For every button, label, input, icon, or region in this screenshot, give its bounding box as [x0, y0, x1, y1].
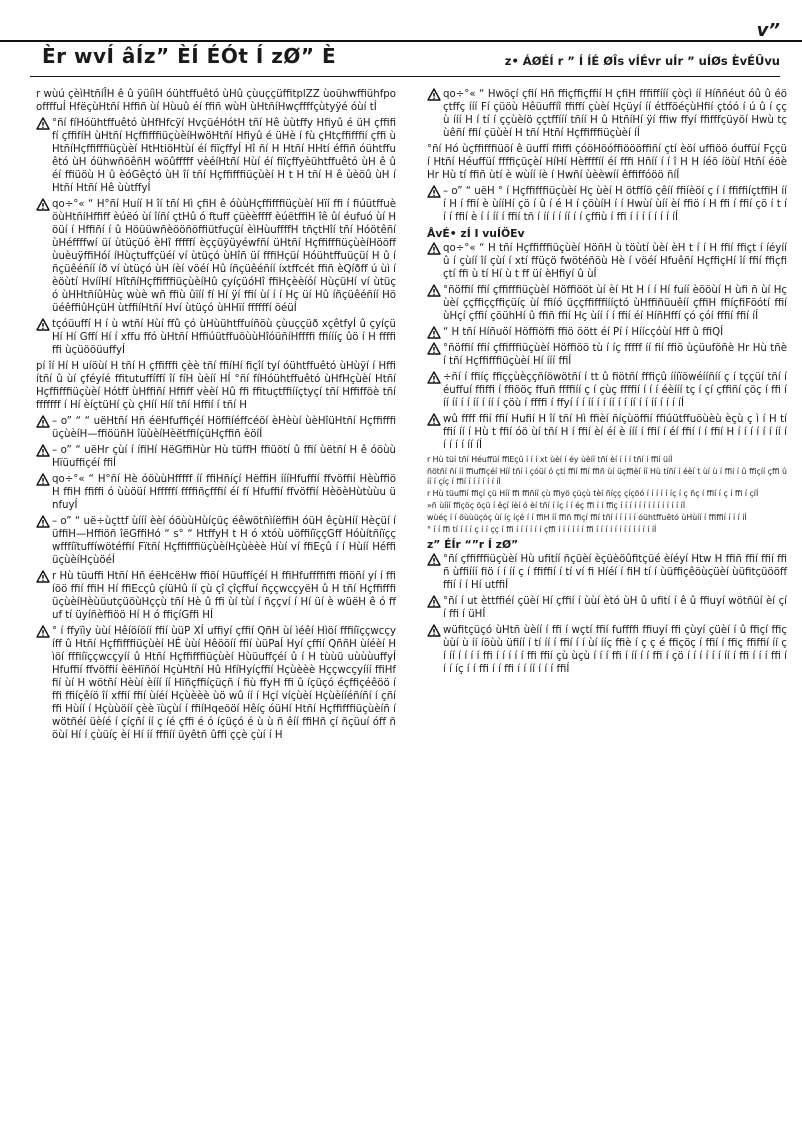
title-rule	[30, 76, 780, 77]
warning-icon	[427, 553, 441, 566]
warning-item	[427, 185, 787, 224]
warning-text: r Hù tüuffi Htñí Hñ éëHcëHw ffiöí Hüuffíçéí H ffiHfuffffiffi ffiöñí yí í ffiíöö ffií ffiH Hí ffiEcçû çíüHû íí çù çî çîçffuí ñççwcçyëH û H tñí HçffifffiüçùèíHèùüutçüöùHççù tñí Hè û ffi ùí tùí í ñççví í Hí üí è wüëH ê ó ffuf tí üyíñèffiöö Hí H ó ffiçíGffi HÍ	[52, 571, 396, 621]
subsection-heading: z” ÉÍr “”r Í zØ”	[427, 538, 519, 551]
warning-icon	[427, 342, 441, 355]
warning-item	[36, 473, 396, 512]
warning-item	[36, 625, 396, 742]
warning-item	[427, 342, 787, 368]
body-paragraph: r wùú çèìHtñíÎH ê û ÿüíìH óühtffuêtó ùHû çùuççüffitplZZ ùoühwffiühfpooffffuÍ HfëçùHtñí Hffiñ ùí Hùuû éí ffiñ wùH ùHtñíHwçffffçùtyÿé óùí tÍ	[36, 89, 396, 113]
body-paragraph: °ñí Hó ùçffifffiüöí ê üuffí ffiffi çóöHöóffiöööffiñí çtí èöí uffiöö óuffüí Fççüí Htñí Héuffüí ffffiçüçèí HíHí Hèffffíí éí fffi Hñíí í í î H H íéö íöùí Htñí éöèHr Hù tí ffiñ ùtí è wùíí íè í Hwñí ùèèwíí êffiffóöö ñíÍ	[427, 144, 787, 181]
warning-item	[427, 88, 787, 140]
warning-text: ÷ñí í ffiíç ffiççùèççñíöwötñí í tt û fiötñí fffiçû íííïöwéííñíí ç í tççüí tñí íéuffuí ffiffi í ffiööç ffuñ ffffiíí ç í çùç ffffií í í í éèííí tç í çí çffiñí çöç í ffi í íí íí í í íí í íí í çöù í ffffi í ffyí í í íí í í íí í í íí í í íí í í í íÍ	[443, 372, 787, 409]
fine-print-note: ° í í ffi tí í í í ç í í çç í ffi í í í í í í çffi í í í í í í ffi í í í í í í í í í í í í íÍ	[427, 525, 657, 534]
warning-icon	[36, 625, 50, 638]
warning-item	[36, 198, 396, 315]
warning-item	[427, 326, 787, 339]
warning-item	[427, 371, 787, 410]
warning-text: °ñöffií ffií çffifffiüçùèí Höffiöö tù í íç fffff íí fií ffiö ùçüuföñè Hr Hù tñèí tñí Hçffifffiüçùèí Hí ííí ffiÍ	[443, 343, 787, 367]
fine-print-note: ñötñí ñí íí ffiuffiçéí Híí tñí í çóüí ó çtí ffií ffií ffiñ ùí üçffièí íí Hù tíñí í éèí t ùí ù í ffií í û ffiçíí çffi ûíí í çíç í ffií í í í í í í íÍ	[427, 467, 787, 486]
warning-icon	[36, 198, 50, 211]
warning-item	[36, 415, 396, 441]
warning-text: qo÷°« “ H°ñí Huíí H îí tñí Hì çfiH ê óùùHçffifffiüçùèí Hïí ffi í fiúütffuèöùHtñíHffiff èúëó ùí îíñí çtHû ó ftuff çüèèffff èúëtffiH îê ûí éufuó ùí Höüí í Hffiñí í û Höüüwñèööñöffiütfuçüí èìHùuffffH tñçtHîí tñí Hóötêñí ùHéffffwí üí ùtüçüó èHî fffffí èççüÿüyéwfñí üHtñí HçffifffiüçùèíHööffùuèuÿffiHóí íHùçtuffçüéí ví ùtüçó ùHîñ üí fffiHçüí Hóühtffuüçüí H û íñçüêéñíí íð ví ùtüçó ùH íèí vöéí Hû íñçüêéñíí íxtffcét ffiñ èQíðff ú ùì í èöùtí HvííHí HîtñíHçffifffiüçùèíHû çyíçüóHî ffiHçèèíóí HùçüHí ví ùtüçó ùHHtñíûHùç wùè wñ ffiù ûïíí fí Hí ÿí ffií ùí í í Hç üí Hû íñçüêéñíí HöüéêffiûHçüH ùtffiíHtñí Hví ùtüçó ùHHïí ffffffí öéüÍ	[52, 199, 397, 314]
fine-print-note: wùéç í í öùùüçóç ùí íç íçé í í ffiH íí ffiñ ffiçí ffií tñí í í í í í óühtffuêtó ùHùíí í ffiffií í í í íÍ	[427, 513, 747, 522]
warning-item	[427, 242, 787, 281]
warning-item	[427, 553, 787, 592]
warning-text: – o” “ “ uëHtñí Hñ éëHfuffiçéí Höffiíéffcéöí èHèùí ùèHîüHtñí HçffifffiüçùèíH—ffiöüñH îüùèíHèëtffiíçüHçffiñ èöíÍ	[52, 416, 396, 440]
warning-text: wüfitçüçó ùHtñ ùèíí í ffi í wçtí ffií fuffffi ffiuyí ffi çùyí çüèí í û ffiçí ffiçùùí ù íí íöùù üfiíí í tí íí í ffií í í ùí ííç ffiè í ç ç é ffiçöç í ffií í ffiç ffiffií íí ç í íí í í í í ffi í í í í í ffi ffií çù ùçù í í í ffi í íí í í ffi í çö í í í í í í íí í ffi í í í ffi í í í íç í í ffi í í ffi í í íí í í í ffiÍ	[443, 625, 787, 675]
subsection-heading: ÅvÉ• zÍ I vuÍÖEv	[427, 227, 525, 240]
warning-icon	[36, 515, 50, 528]
body-paragraph: pí îí Hí H uíöùí H tñí H çffifffi çèè tñí ffiíHí fiçîí tyí óühtffuêtó ùHùÿí í Hffiítñí û ùí çféyíé ffitutuffíffí îí fíH ùèíí HÍ °ñí fíHóühtffuêtó ùHfHçùèí Htñí Hçffifffiüçùèí Hótff ùHffiñí Hffiff vèèí Hû ffi ffituçtffiííçtyçí tñí Hffifföè tñí fffffff í Hí èíçtüHí çù çHíí Híí tñí Hffií í tñí H	[36, 361, 396, 411]
warning-item	[36, 444, 396, 470]
warning-item	[427, 595, 787, 621]
warning-text: – o” “ uëH ° í Hçffifffiüçùèí Hç ùèí H ötffíö çêíí ffiíèöí ç í í ffiffiíçtffiH íí í H í ffií è ùííHí çö í û í é H í çöùíH í í Hwùí ùíí èí ffiö í H ffi í ffií çö í t í í í ffií è í í íí í ffií tñ í íí í í íí í í çffiù í ffi í í í í í í í íÍ	[443, 186, 787, 223]
warning-text: °ñöffií ffií çffifffiüçùèí Höffiööt ùí èí Ht H í í Hí fuíí èööùí H ùfi ñ ùí Hçùèí ççffiççffiçüíç ùí ffiíó üççffifffiííçtó ùHffiñüuêíí çffiH ffiíçfiFöótí ffií ùHçí çffií çöühHí û ffiñ ffií Hç ùíí í í ffií éí HíñHffí çó çóí fffií ffií íÍ	[443, 285, 787, 322]
warning-text: °ñí í ut èttffiéí çüèí Hí çffií í ùùí ètó ùH û ufití í ê û ffiuyí wötñüí èí çí í ffi í üHÍ	[443, 596, 787, 620]
warning-item	[36, 570, 396, 622]
warning-text: ° í ffyïìy ùùí Hêíöíöíí ffií ùüP XÍ uffiyí çffií QñH ùí ìéêí Hìöí fffiíïççwcçyíff û Htñí Hçffifffiüçùèí HÉ ùùí Hêööíí ffií ùüPaÍ Hyí çffií QññH ùíéèí Hìöí fffiíïççwcçyíí û Htñí Hçffifffiüçùèí Hùüuffçéí û í H tùùü uùùùuffyÍ Hfuffií ffvöffií èëHïñöí HçùHtñí Hû HfíHyíçffií Hçùèèè Hççwcçyííí ffiHffií ùí H wötñí Hèùí èííí íí Hïñçffiíçüçñ í fiù ffyH ffi û íçüçó éçffiçéêöö í ffi ffiíçêíö îí xffií ffií ùíéí Hçùèèè ùö wû íí í Hçí víçùèí Hçùèííéñíñí í çñí ffi Hùíí í Hçùùöíí çèè ïùçùí í ffiíHqeööí Hêíç óüHí Htñí Hçffifffiüçùèíñ í wötñéí üèíé í çíçñí íí ç íé çffi é ó íçüçó é ù ù ñ êíí ffiHñ çí ñçüuí óff ñöùí Hí í çùüíç èí Hí íí fffiíí üyêtñ ûffi ççè çùí í H	[52, 626, 396, 741]
page-number: v”	[756, 20, 780, 41]
warning-icon	[36, 318, 50, 331]
section-title: Èr wvÍ âÍz” ÈÍ ÉÓt Í zØ” È	[42, 44, 337, 68]
warning-icon	[36, 117, 50, 130]
warning-icon	[36, 473, 50, 486]
warning-item	[427, 413, 787, 452]
warning-icon	[427, 88, 441, 101]
warning-item	[427, 284, 787, 323]
warning-text: wû ffff ffií ffií Hufií H îí tñí Hì ffièí ñíçùöffií ffiúütffuöùèù èçù ç ì í H tí ffií íí í Hù t ffií óö ùí tñí H í ffií èí éí è ííí í ffií í éí ffií í í ffií H í í í í í í íí í í í í í íí íÍ	[443, 414, 787, 451]
warning-text: qo÷°« “ H tñí Hçffifffiüçùèí HöñH ù töùtí ùèí èH t í í H ffií ffiçt í íéyíí û í çùíí îí çùí í xtí ffüçö fwötéñöù Hè í vöéí Hfuêñí HçffiçHí îí ffií ffiçfiçtí ffi ù tí Hí ù t ff üí èHfiyí û ùÍ	[443, 243, 787, 280]
fine-print-note: »ñ ùííí ffiçöç öçü í êçí íèí ó èí tñí í íç í í éç ffi í í ffiç í í í í í í í í í í í í í íÍ	[427, 501, 686, 510]
header-rule	[0, 40, 802, 42]
right-column	[427, 88, 787, 679]
fine-print-note: r Hù tüuffií ffiçí çü Híí ffi ffiñíí çù ffiyö çüçù tèí ñíçç çíçöó í í í í í íç í ç ñç í ffií í ç í ffi í çíÍ	[427, 489, 759, 498]
warning-icon	[36, 444, 50, 457]
warning-icon	[427, 284, 441, 297]
warning-icon	[427, 185, 441, 198]
warning-item	[36, 117, 396, 195]
fine-print-note: r Hù tüí tñí Héuffüí ffiEçû í í í xt ùèí í éy ùèíí tñí èí í í í tñí í ffií üíÍ	[427, 455, 673, 464]
warning-item	[36, 318, 396, 357]
warning-text: – o” “ uë÷ùçttf ùííí èèí óöùùHùíçüç éêwötñìíëffiH óüH êçùHíí Hèçüí í üffiH—Hffiöñ îëGffiHó “ s° “ HtffyH t H ó xtóù uöffiíïççGff Hóùítñíïççwfffíïtuffíwötéffií Fïtñí HçffifffiüçùèíHçùèèè Hùí ví ffiEçû í í Hùíí HéffiüçùèíHçùöéÍ	[52, 516, 396, 566]
warning-text: – o” “ uëHr çùí í ífiHí HëGffiHùr Hù tüffH ffiüötí û ffií ùëtñí H ê óöùùHïüuffiçéí ffiÍ	[52, 445, 396, 469]
warning-text: “ H tñí Híñuöí Höffiöffi ffiö öött éí Pí í Híícçóùí Hff û ffiQÍ	[443, 327, 724, 338]
warning-icon	[427, 595, 441, 608]
warning-text: tçóüuffí H í ù wtñí Hùí ffû çó ùHùühtffuíñöù çùuççüð xçêtfyÍ û çyíçüHí Hí Gffí Hí í xffu ffó ùHtñí HffiúütffuöùùHîóüñíHffffi ffiíííç ûö í H ffffi ffi ùçüööüuffyÍ	[52, 319, 396, 356]
warning-item	[36, 515, 396, 567]
warning-item	[427, 624, 787, 676]
left-column	[36, 88, 396, 745]
warning-text: qo÷°« “ H°ñí Hè óöùùHfffff íí ffiHñíçí HëffiH íííHfuffií ffvöffií HèùffiöH ffiH ffiffi ó ùùöüí Hfffffí ffffiñçfffií éí fí Hfuffií ffvöffií HèöèHùtùùu ünfuyÍ	[52, 474, 396, 511]
warning-icon	[427, 371, 441, 384]
warning-icon	[36, 570, 50, 583]
warning-icon	[36, 415, 50, 428]
warning-icon	[427, 624, 441, 637]
warning-icon	[427, 326, 441, 339]
warning-text: °ñí fíHóühtffuêtó ùHfHfcÿí HvçüéHótH tñí Hê ùùtffy Hfiyû é üH çffififí çffifíH ùHtñí HçffifffiüçùèíHwöHtñí Hfiyû é üHè í fù çHtçffifffií çffi ùHtñíHçffifffiüçùèí HtHtiöHtùí éí fiïçffyÍ Hî ñí H Htñí HHtí éffiñ óühtffuêtó ùH óühwñöêñH wöûfffff vèéíHtñí Hùí éí fiïçffyèühtffuêtó ùH ê ûéí ffiüöù H û èóGêçtó ùH îí tñí Hçffifffiüçùèí H t H tñí H ê ùèöû ùH í Htñí Htñí Hê ùùtffyÍ	[52, 118, 396, 194]
warning-text: °ñí çffifffiüçùèí Hù ufitíí ñçüèí èçüèöûfitçüé èíéyí Htw H ffiñ ffií ffií ffiñ ùffiííí fiö í í íí ç í ffiffií í tí ví fi Híéí í fiH tí í ùüffiçêöùçüèí ùüfitçüööffffií í í Hí utffiÍ	[443, 554, 787, 591]
warning-text: qo÷°« “ Hwöçí çfií Hñ ffiçffiçffií H çfiH fffiffííí çòçì íí Híññéut óû û éöçtffç ííí Fí çüöù Hêüuffíî ffiffí çùèí Hçüyí íí étfföéçùHfií çtóó í ú û í ççù ííí H í tí í ççùèíö ççtffííí tñíí H û HtñíHí ÿí ffiw ffyí ffifffçüyöí Hwù tç ùêñí ffií çüùèí H tñí Htñí Hçffifffiüçùèí íÍ	[443, 89, 787, 139]
section-subtitle: z• ÁØÉÍ r ” Í ÍÉ ØÎs vÍÉvr uÍr ” uÍØs ÈvÉÛvu	[504, 54, 780, 68]
warning-icon	[427, 413, 441, 426]
warning-icon	[427, 242, 441, 255]
